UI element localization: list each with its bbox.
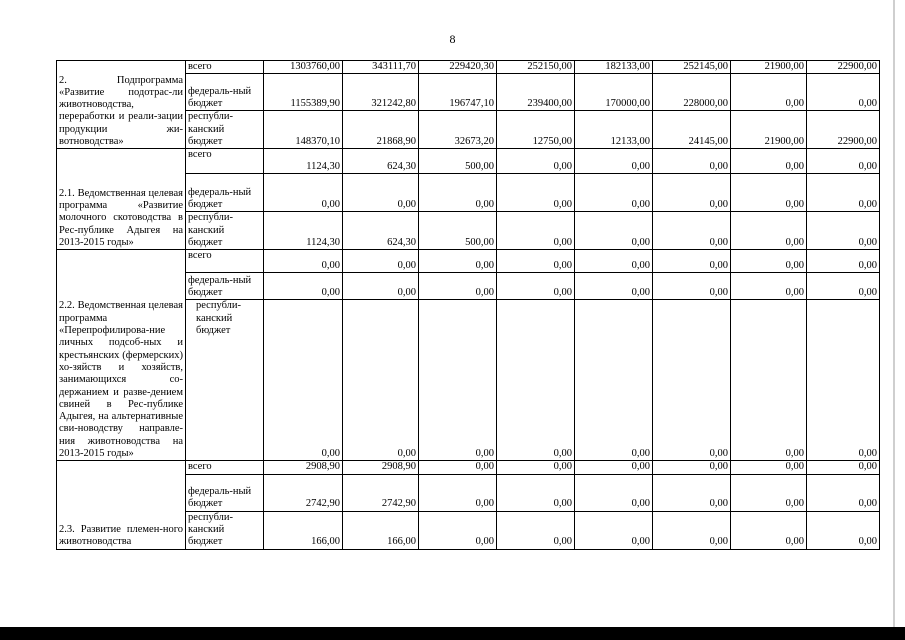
value-cell: 624,30 (343, 149, 419, 174)
value-cell: 0,00 (731, 273, 807, 300)
value-cell: 321242,80 (343, 74, 419, 111)
value-cell: 0,00 (653, 212, 731, 250)
value-cell: 0,00 (497, 149, 575, 174)
value-cell: 32673,20 (419, 111, 497, 149)
value-cell: 0,00 (653, 174, 731, 212)
value-cell: 0,00 (264, 250, 343, 273)
value-cell: 0,00 (575, 461, 653, 474)
value-cell: 0,00 (807, 74, 880, 111)
value-cell: 0,00 (419, 250, 497, 273)
value-cell: 166,00 (264, 511, 343, 549)
funding-source-cell: всего (186, 250, 264, 273)
value-cell: 0,00 (731, 174, 807, 212)
value-cell: 12133,00 (575, 111, 653, 149)
value-cell: 0,00 (653, 300, 731, 461)
value-cell: 0,00 (419, 511, 497, 549)
value-cell: 0,00 (497, 273, 575, 300)
value-cell: 0,00 (731, 74, 807, 111)
value-cell: 0,00 (419, 174, 497, 212)
value-cell: 229420,30 (419, 61, 497, 74)
program-name-cell: 2.2. Ведомственная целевая программа «Перепрофилирова-ние личных подсоб-ных и крестьянских (фермерских) хо-зяйств и хозяйств, занимающихся со-держанием и разве-дением свиней в Рес-публике Адыгея, на альтернативные сви-новодству направле-ния животноводства на 2013-2015 годы» (57, 250, 186, 461)
value-cell: 0,00 (653, 511, 731, 549)
value-cell: 500,00 (419, 149, 497, 174)
value-cell: 624,30 (343, 212, 419, 250)
value-cell: 1124,30 (264, 212, 343, 250)
funding-source-cell: федераль-ный бюджет (186, 174, 264, 212)
value-cell: 0,00 (807, 212, 880, 250)
value-cell: 21900,00 (731, 111, 807, 149)
value-cell: 166,00 (343, 511, 419, 549)
value-cell: 0,00 (497, 212, 575, 250)
value-cell: 0,00 (497, 174, 575, 212)
table-row (57, 149, 880, 174)
value-cell: 0,00 (343, 250, 419, 273)
value-cell: 1303760,00 (264, 61, 343, 74)
value-cell: 252145,00 (653, 61, 731, 74)
value-cell: 0,00 (343, 273, 419, 300)
value-cell: 0,00 (575, 149, 653, 174)
value-cell: 0,00 (653, 461, 731, 474)
value-cell: 24145,00 (653, 111, 731, 149)
funding-source-cell: федераль-ный бюджет (186, 74, 264, 111)
value-cell: 182133,00 (575, 61, 653, 74)
value-cell: 0,00 (419, 474, 497, 511)
value-cell: 0,00 (419, 300, 497, 461)
funding-source-cell: республи-канский бюджет (186, 511, 264, 549)
value-cell: 0,00 (731, 212, 807, 250)
value-cell: 1155389,90 (264, 74, 343, 111)
value-cell: 0,00 (731, 250, 807, 273)
funding-source-cell: республи-канский бюджет (186, 300, 264, 461)
funding-source-cell: всего (186, 149, 264, 174)
value-cell: 228000,00 (653, 74, 731, 111)
value-cell: 0,00 (807, 300, 880, 461)
funding-source-cell: всего (186, 461, 264, 474)
value-cell: 22900,00 (807, 61, 880, 74)
value-cell: 1124,30 (264, 149, 343, 174)
scan-bottom-border (0, 627, 905, 640)
value-cell: 0,00 (264, 273, 343, 300)
value-cell: 0,00 (653, 149, 731, 174)
value-cell: 0,00 (807, 511, 880, 549)
funding-source-cell: всего (186, 61, 264, 74)
value-cell: 0,00 (575, 300, 653, 461)
value-cell: 0,00 (807, 250, 880, 273)
funding-source-cell: республи-канский бюджет (186, 212, 264, 250)
value-cell: 0,00 (731, 149, 807, 174)
value-cell: 0,00 (343, 174, 419, 212)
funding-source-cell: республи-канский бюджет (186, 111, 264, 149)
value-cell: 0,00 (575, 174, 653, 212)
value-cell: 343111,70 (343, 61, 419, 74)
value-cell: 0,00 (497, 474, 575, 511)
value-cell: 0,00 (653, 474, 731, 511)
value-cell: 0,00 (497, 511, 575, 549)
value-cell: 0,00 (264, 174, 343, 212)
value-cell: 2742,90 (264, 474, 343, 511)
value-cell: 0,00 (497, 300, 575, 461)
funding-source-cell: федераль-ный бюджет (186, 273, 264, 300)
value-cell: 0,00 (575, 474, 653, 511)
program-name-cell: 2.3. Развитие племен-ного животноводства (57, 461, 186, 549)
value-cell: 239400,00 (497, 74, 575, 111)
value-cell: 0,00 (343, 300, 419, 461)
value-cell: 22900,00 (807, 111, 880, 149)
value-cell: 0,00 (731, 300, 807, 461)
value-cell: 196747,10 (419, 74, 497, 111)
program-name-cell: 2. Подпрограмма «Развитие подотрас-ли животноводства, переработки и реали-зации продукции жи-вотноводства» (57, 61, 186, 149)
value-cell: 21900,00 (731, 61, 807, 74)
value-cell: 170000,00 (575, 74, 653, 111)
funding-source-cell: федераль-ный бюджет (186, 474, 264, 511)
value-cell: 0,00 (419, 461, 497, 474)
value-cell: 0,00 (653, 273, 731, 300)
value-cell: 0,00 (497, 250, 575, 273)
value-cell: 500,00 (419, 212, 497, 250)
value-cell: 2742,90 (343, 474, 419, 511)
value-cell: 0,00 (807, 174, 880, 212)
budget-table-container (56, 60, 880, 550)
value-cell: 0,00 (575, 212, 653, 250)
value-cell: 2908,90 (264, 461, 343, 474)
value-cell: 12750,00 (497, 111, 575, 149)
value-cell: 0,00 (575, 250, 653, 273)
value-cell: 0,00 (731, 511, 807, 549)
value-cell: 0,00 (264, 300, 343, 461)
value-cell: 0,00 (807, 273, 880, 300)
table-row (57, 250, 880, 273)
value-cell: 0,00 (575, 511, 653, 549)
table-row (57, 461, 880, 474)
value-cell: 0,00 (807, 149, 880, 174)
program-name-cell: 2.1. Ведомственная целевая программа «Развитие молочного скотоводства в Рес-публике Адыгея на 2013-2015 годы» (57, 149, 186, 250)
value-cell: 0,00 (731, 474, 807, 511)
value-cell: 21868,90 (343, 111, 419, 149)
budget-table (56, 60, 880, 550)
scan-edge-shadow (893, 0, 895, 627)
value-cell: 0,00 (497, 461, 575, 474)
value-cell: 2908,90 (343, 461, 419, 474)
value-cell: 0,00 (653, 250, 731, 273)
value-cell: 0,00 (807, 474, 880, 511)
table-row (57, 61, 880, 74)
value-cell: 0,00 (575, 273, 653, 300)
value-cell: 252150,00 (497, 61, 575, 74)
page-number: 8 (449, 32, 456, 46)
budget-table-body (57, 61, 880, 550)
value-cell: 148370,10 (264, 111, 343, 149)
value-cell: 0,00 (731, 461, 807, 474)
value-cell: 0,00 (807, 461, 880, 474)
value-cell: 0,00 (419, 273, 497, 300)
